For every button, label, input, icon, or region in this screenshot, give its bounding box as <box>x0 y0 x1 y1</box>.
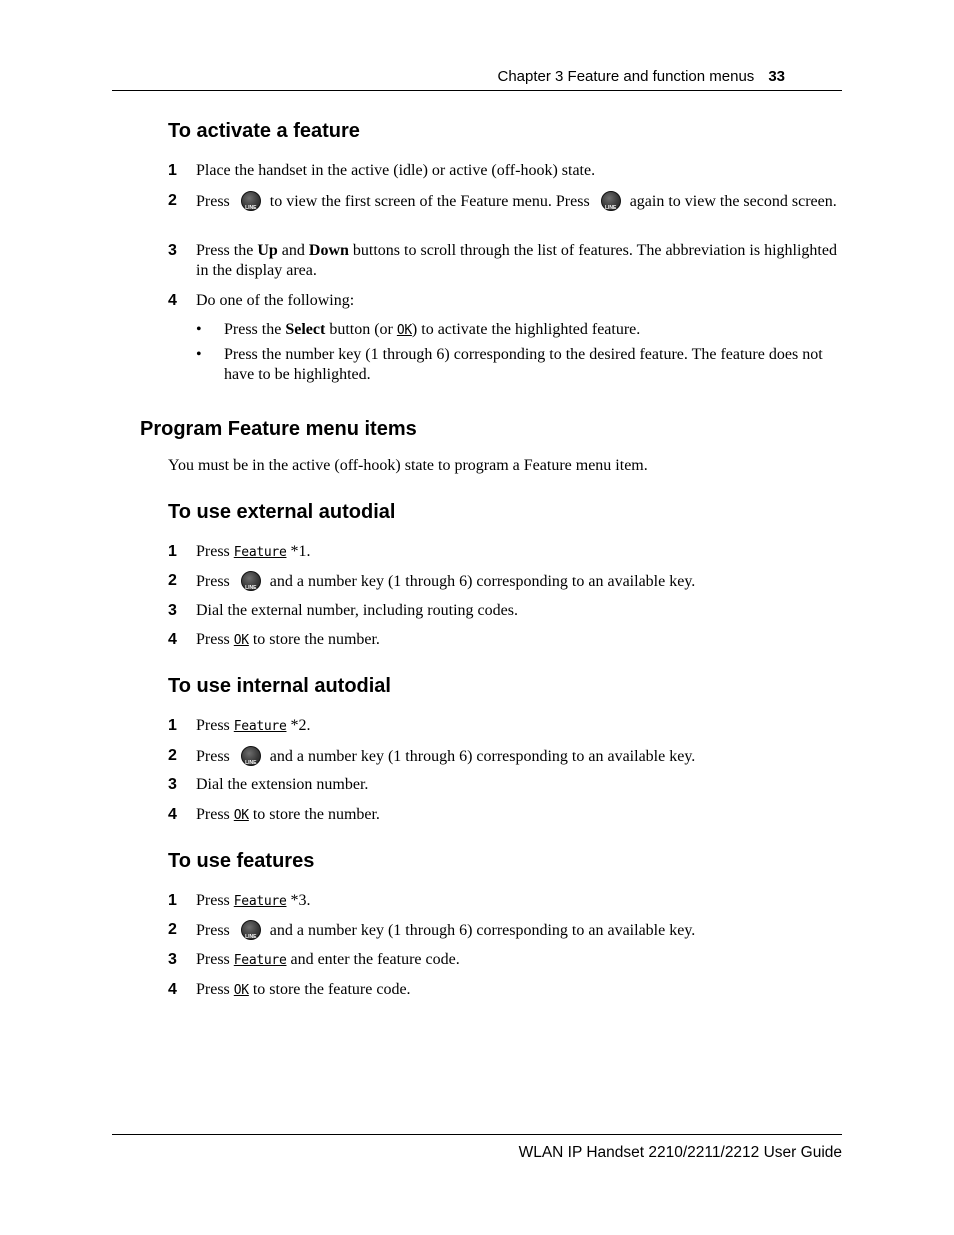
ok-softkey: OK <box>233 808 249 823</box>
activate-bullet-2: • Press the number key (1 through 6) corresponding to the desired feature. The feature does not have to be highlighted. <box>196 346 823 383</box>
activate-step-3: 3 Press the Up and Down buttons to scroll through the list of features. The abbreviation is highlighted in the display area. <box>168 242 837 279</box>
feature-softkey: Feature <box>233 719 287 734</box>
header-rule <box>112 90 842 91</box>
line-key-icon: LINE <box>601 191 621 211</box>
heading-external-autodial: To use external autodial <box>168 501 396 523</box>
external-step-1: 1 Press Feature *1. <box>168 543 311 560</box>
external-step-4: 4 Press OK to store the number. <box>168 631 380 648</box>
line-key-icon: LINE <box>241 920 261 940</box>
running-header <box>497 68 785 85</box>
activate-step-2: 2 Press LINE to view the first screen of the Feature menu. Press LINE again to view the second screen. <box>168 192 837 211</box>
activate-step-4: 4 Do one of the following: <box>168 292 355 309</box>
internal-step-4: 4 Press OK to store the number. <box>168 806 380 823</box>
activate-bullet-1: • Press the Select button (or OK) to activate the highlighted feature. <box>196 321 641 338</box>
footer-rule <box>112 1134 842 1135</box>
ok-softkey: OK <box>396 323 412 338</box>
bullet-dot: • <box>196 321 202 338</box>
feature-softkey: Feature <box>233 894 287 909</box>
ok-softkey: OK <box>233 983 249 998</box>
heading-activate-feature: To activate a feature <box>168 120 360 142</box>
external-step-3: 3 Dial the external number, including routing codes. <box>168 602 518 619</box>
features-step-4: 4 Press OK to store the feature code. <box>168 981 411 998</box>
features-step-3: 3 Press Feature and enter the feature code. <box>168 951 460 968</box>
ok-softkey: OK <box>233 633 249 648</box>
heading-program-feature-menu: Program Feature menu items <box>140 418 417 440</box>
chapter-title: Chapter 3 Feature and function menus <box>497 68 755 85</box>
internal-step-1: 1 Press Feature *2. <box>168 717 311 734</box>
page-number: 33 <box>768 68 785 85</box>
internal-step-2: 2 Press LINE and a number key (1 through 6) corresponding to an available key. <box>168 747 696 766</box>
bullet-dot: • <box>196 346 202 363</box>
external-step-2: 2 Press LINE and a number key (1 through 6) corresponding to an available key. <box>168 572 696 591</box>
feature-softkey: Feature <box>233 953 287 968</box>
feature-softkey: Feature <box>233 545 287 560</box>
features-step-2: 2 Press LINE and a number key (1 through 6) corresponding to an available key. <box>168 921 696 940</box>
line-key-icon: LINE <box>241 191 261 211</box>
line-key-icon: LINE <box>241 571 261 591</box>
running-footer: WLAN IP Handset 2210/2211/2212 User Guide <box>518 1144 842 1161</box>
program-intro: You must be in the active (off-hook) state to program a Feature menu item. <box>168 457 648 474</box>
line-key-icon: LINE <box>241 746 261 766</box>
activate-step-1: 1 Place the handset in the active (idle) or active (off-hook) state. <box>168 162 596 179</box>
internal-step-3: 3 Dial the extension number. <box>168 776 369 793</box>
heading-use-features: To use features <box>168 850 315 872</box>
features-step-1: 1 Press Feature *3. <box>168 892 311 909</box>
heading-internal-autodial: To use internal autodial <box>168 675 391 697</box>
